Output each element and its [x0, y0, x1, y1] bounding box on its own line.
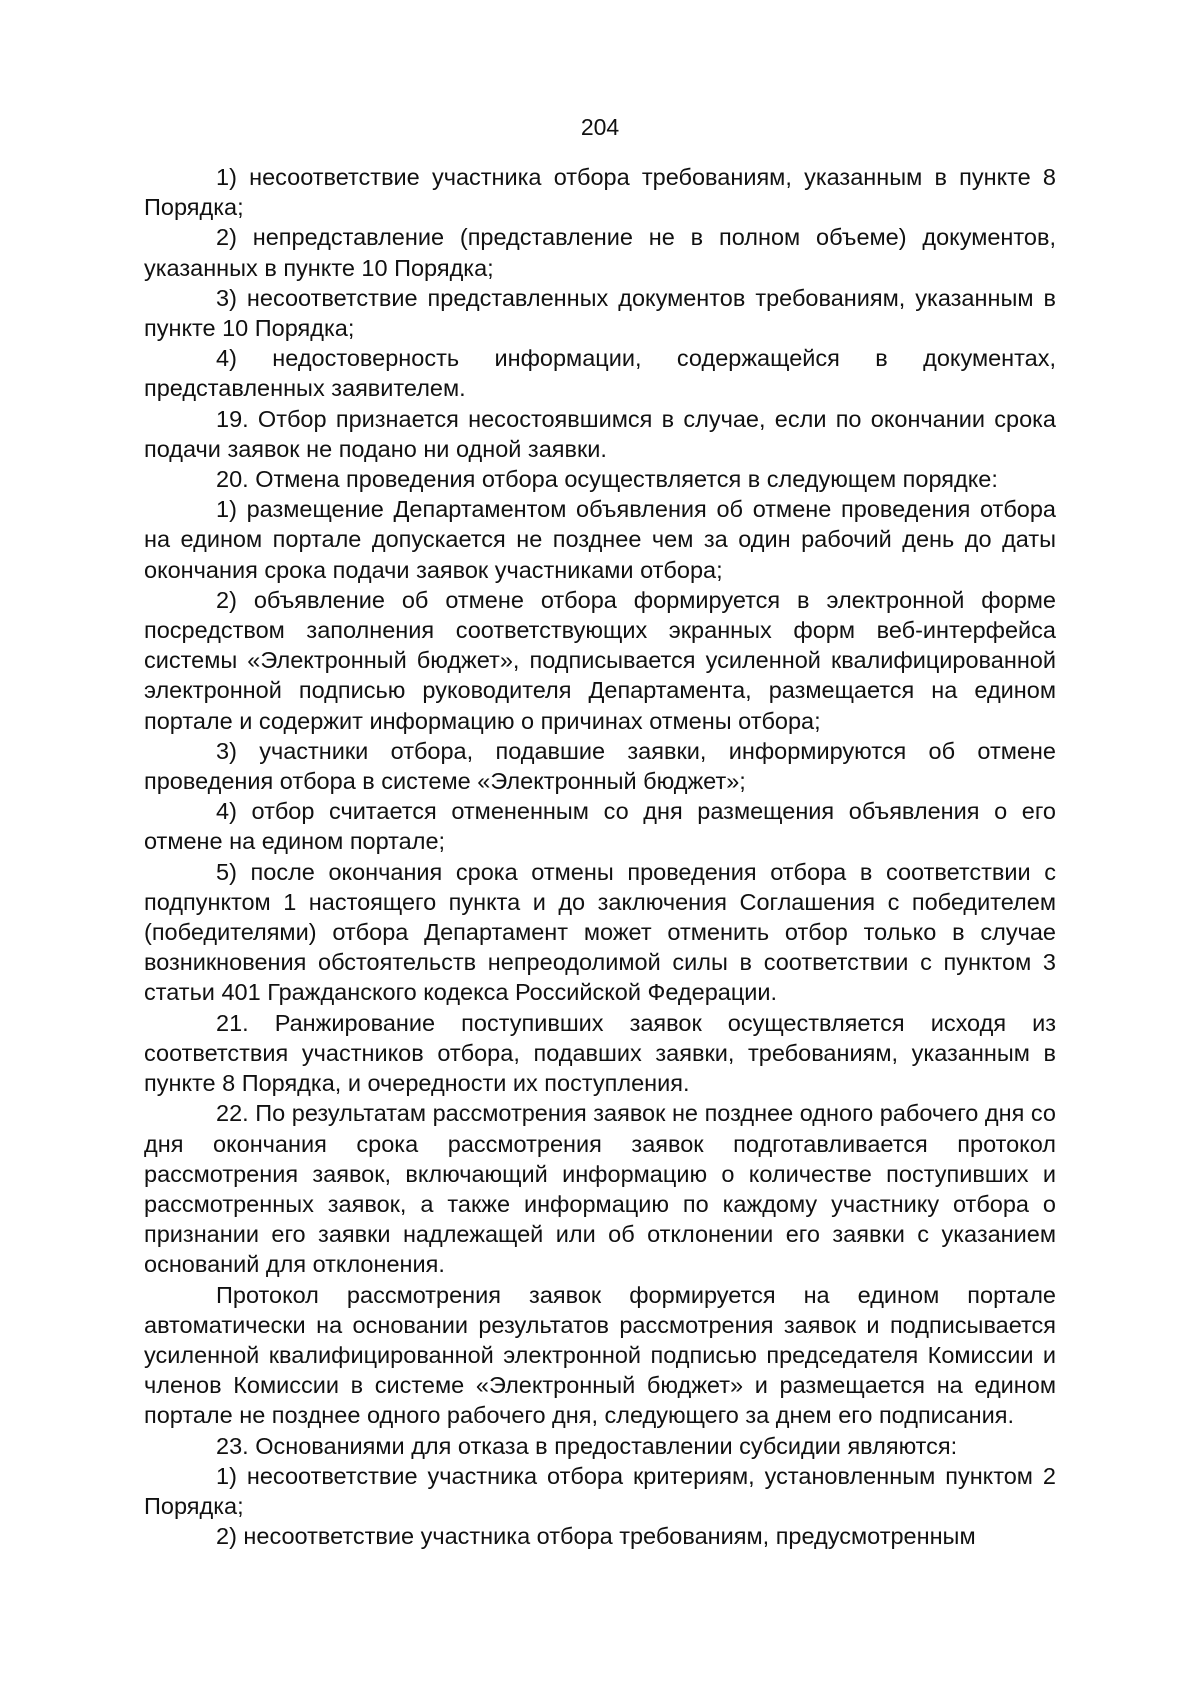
paragraph: 1) несоответствие участника отбора требованиям, указанным в пункте 8 Порядка;: [144, 164, 1056, 221]
paragraph: 22. По результатам рассмотрения заявок не позднее одного рабочего дня со дня окончания срока рассмотрения заявок подготавливается протокол рассмотрения заявок, включающий информацию о количестве поступивших и рассмотренных заявок, а также информацию по каждому участнику отбора о признании его заявки надлежащей или об отклонении его заявки с указанием оснований для отклонения.: [144, 1100, 1056, 1278]
paragraph: 4) недостоверность информации, содержащейся в документах, представленных заявителем.: [144, 345, 1056, 402]
paragraph: 23. Основаниями для отказа в предоставлении субсидии являются:: [216, 1432, 958, 1459]
paragraph: 1) несоответствие участника отбора критериям, установленным пунктом 2 Порядка;: [144, 1462, 1056, 1519]
paragraph: 2) несоответствие участника отбора требованиям, предусмотренным: [216, 1523, 976, 1550]
paragraph: 2) непредставление (представление не в полном объеме) документов, указанных в пункте 10 Порядка;: [144, 224, 1056, 281]
paragraph: 1) размещение Департаментом объявления об отмене проведения отбора на едином портале допускается не позднее чем за один рабочий день до даты окончания срока подачи заявок участниками отбора;: [144, 496, 1056, 583]
paragraph: Протокол рассмотрения заявок формируется на едином портале автоматически на основании результатов рассмотрения заявок и подписывается усиленной квалифицированной электронной подписью председателя Комиссии и членов Комиссии в системе «Электронный бюджет» и размещается на едином портале не позднее одного рабочего дня, следующего за днем его подписания.: [144, 1281, 1056, 1429]
page-number: 204: [580, 114, 620, 140]
paragraph: 5) после окончания срока отмены проведения отбора в соответствии с подпунктом 1 настоящего пункта и до заключения Соглашения с победителем (победителями) отбора Департамент может отменить отбор только в случае возникновения обстоятельств непреодолимой силы в соответствии с пунктом 3 статьи 401 Гражданского кодекса Российской Федерации.: [144, 858, 1056, 1006]
paragraph: 21. Ранжирование поступивших заявок осуществляется исходя из соответствия участников отбора, подавших заявки, требованиям, указанным в пункте 8 Порядка, и очередности их поступления.: [144, 1009, 1056, 1097]
paragraph: 3) несоответствие представленных документов требованиям, указанным в пункте 10 Порядка;: [144, 284, 1056, 342]
paragraph: 19. Отбор признается несостоявшимся в случае, если по окончании срока подачи заявок не подано ни одной заявки.: [144, 405, 1056, 462]
paragraph: 20. Отмена проведения отбора осуществляется в следующем порядке:: [216, 466, 998, 493]
paragraph: 2) объявление об отмене отбора формируется в электронной форме посредством заполнения соответствующих экранных форм веб-интерфейса системы «Электронный бюджет», подписывается усиленной квалифицированной электронной подписью руководителя Департамента, размещается на едином портале и содержит информацию о причинах отмены отбора;: [144, 586, 1056, 734]
paragraph: 3) участники отбора, подавшие заявки, информируются об отмене проведения отбора в системе «Электронный бюджет»;: [144, 737, 1056, 795]
paragraph: 4) отбор считается отмененным со дня размещения объявления о его отмене на едином портале;: [144, 798, 1056, 855]
document-body: [144, 162, 1056, 1551]
